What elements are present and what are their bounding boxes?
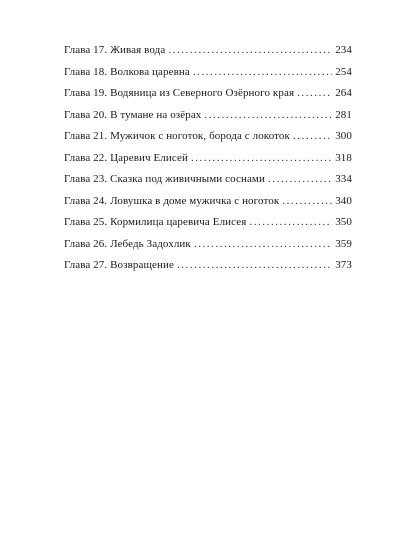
table-of-contents bbox=[64, 40, 352, 277]
toc-entry-page: 373 bbox=[335, 259, 352, 271]
toc-entry-page: 340 bbox=[335, 194, 352, 207]
toc-entry-title: Глава 24. Ловушка в доме мужичка с ноготок bbox=[64, 194, 280, 207]
toc-dot-leader bbox=[204, 105, 332, 127]
toc-entry bbox=[64, 169, 352, 191]
toc-entry bbox=[64, 83, 352, 105]
toc-entry-page: 334 bbox=[335, 173, 352, 185]
toc-dot-leader bbox=[193, 62, 332, 84]
toc-entry-page: 350 bbox=[335, 216, 352, 228]
toc-entry bbox=[64, 191, 352, 213]
toc-entry-title: Глава 20. В тумане на озёрах bbox=[64, 108, 202, 121]
toc-dot-leader bbox=[282, 191, 332, 213]
toc-entry-title: Глава 23. Сказка под живичными соснами bbox=[64, 173, 265, 185]
toc-entry bbox=[64, 126, 352, 148]
toc-entry bbox=[64, 212, 352, 234]
toc-entry-title: Глава 19. Водяница из Северного Озёрного края bbox=[64, 87, 295, 99]
toc-entry bbox=[64, 234, 352, 256]
toc-entry bbox=[64, 40, 352, 62]
toc-dot-leader bbox=[293, 126, 332, 148]
toc-entry-page: 281 bbox=[335, 108, 352, 121]
toc-entry-page: 359 bbox=[335, 237, 352, 250]
toc-entry-page: 264 bbox=[335, 87, 352, 99]
toc-entry-title: Глава 21. Мужичок с ноготок, борода с локоток bbox=[64, 130, 290, 142]
toc-entry bbox=[64, 255, 352, 277]
toc-entry bbox=[64, 148, 352, 170]
toc-entry-title: Глава 22. Царевич Елисей bbox=[64, 151, 188, 164]
toc-entry bbox=[64, 62, 352, 84]
toc-dot-leader bbox=[249, 212, 332, 234]
toc-entry-page: 254 bbox=[335, 65, 352, 78]
toc-entry-page: 318 bbox=[335, 151, 352, 164]
toc-entry-title: Глава 17. Живая вода bbox=[64, 44, 166, 56]
toc-entry bbox=[64, 105, 352, 127]
toc-dot-leader bbox=[268, 169, 332, 191]
toc-dot-leader bbox=[191, 148, 332, 170]
toc-dot-leader bbox=[168, 40, 332, 62]
toc-dot-leader bbox=[297, 83, 332, 105]
toc-entry-title: Глава 26. Лебедь Задохлик bbox=[64, 237, 191, 250]
toc-dot-leader bbox=[177, 255, 332, 277]
toc-entry-title: Глава 18. Волкова царевна bbox=[64, 65, 190, 78]
toc-entry-title: Глава 25. Кормилица царевича Елисея bbox=[64, 216, 247, 228]
toc-dot-leader bbox=[194, 234, 332, 256]
toc-entry-page: 234 bbox=[335, 44, 352, 56]
toc-entry-title: Глава 27. Возвращение bbox=[64, 259, 174, 271]
toc-entry-page: 300 bbox=[335, 130, 352, 142]
